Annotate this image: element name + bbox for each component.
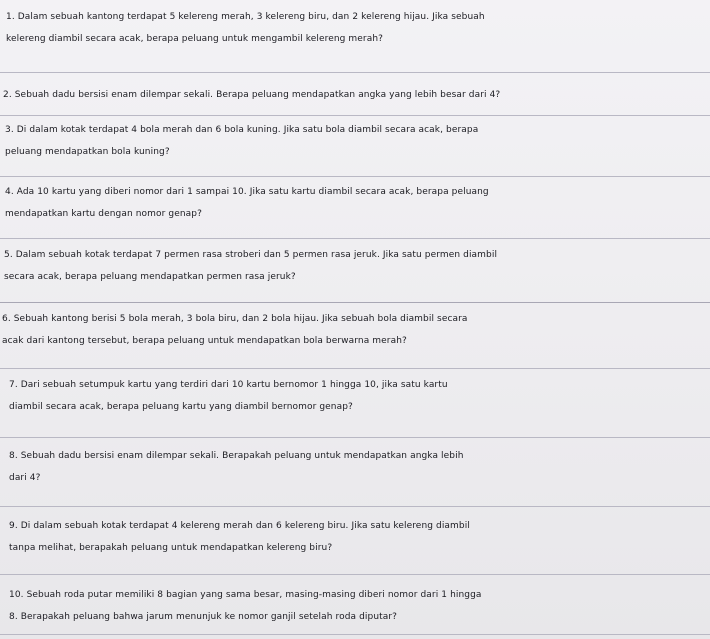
question-9-line-2: tanpa melihat, berapakah peluang untuk mendapatkan kelereng biru? [9,543,333,553]
question-3 [0,119,710,163]
divider-5 [0,302,710,303]
question-5 [0,244,710,288]
question-4-line-2: mendapatkan kartu dengan nomor genap? [5,209,202,219]
question-6-line-2: acak dari kantong tersebut, berapa peluang untuk mendapatkan bola berwarna merah? [2,336,407,346]
divider-8 [0,506,710,507]
question-7-line-1: 7. Dari sebuah setumpuk kartu yang terdiri dari 10 kartu bernomor 1 hingga 10, jika satu kartu [9,380,448,390]
divider-10 [0,634,710,635]
question-8 [0,445,710,489]
question-4 [0,181,710,225]
question-9 [0,515,710,559]
question-1 [0,6,710,50]
question-2-line-1: 2. Sebuah dadu bersisi enam dilempar sekali. Berapa peluang mendapatkan angka yang lebih besar dari 4? [3,90,501,100]
question-4-line-1: 4. Ada 10 kartu yang diberi nomor dari 1 sampai 10. Jika satu kartu diambil secara acak, berapa peluang [5,187,489,197]
divider-2 [0,115,710,116]
divider-4 [0,238,710,239]
question-6-line-1: 6. Sebuah kantong berisi 5 bola merah, 3 bola biru, dan 2 bola hijau. Jika sebuah bola diambil secara [2,314,468,324]
question-1-line-2: kelereng diambil secara acak, berapa peluang untuk mengambil kelereng merah? [6,34,384,44]
question-5-line-1: 5. Dalam sebuah kotak terdapat 7 permen rasa stroberi dan 5 permen rasa jeruk. Jika satu permen diambil [4,250,498,260]
divider-1 [0,72,710,73]
question-1-line-1: 1. Dalam sebuah kantong terdapat 5 kelereng merah, 3 kelereng biru, dan 2 kelereng hijau. Jika sebuah [6,12,485,22]
divider-6 [0,368,710,369]
question-7-line-2: diambil secara acak, berapa peluang kartu yang diambil bernomor genap? [9,402,353,412]
question-10 [0,584,710,628]
question-7 [0,374,710,418]
question-6 [0,308,710,352]
question-3-line-2: peluang mendapatkan bola kuning? [5,147,170,157]
question-10-line-2: 8. Berapakah peluang bahwa jarum menunjuk ke nomor ganjil setelah roda diputar? [9,612,398,622]
question-9-line-1: 9. Di dalam sebuah kotak terdapat 4 kelereng merah dan 6 kelereng biru. Jika satu kelereng diambil [9,521,470,531]
divider-9 [0,574,710,575]
divider-7 [0,437,710,438]
question-5-line-2: secara acak, berapa peluang mendapatkan permen rasa jeruk? [4,272,296,282]
question-8-line-2: dari 4? [9,473,41,483]
question-2 [0,84,710,106]
question-10-line-1: 10. Sebuah roda putar memiliki 8 bagian yang sama besar, masing-masing diberi nomor dari 1 hingga [9,590,482,600]
divider-3 [0,176,710,177]
question-8-line-1: 8. Sebuah dadu bersisi enam dilempar sekali. Berapakah peluang untuk mendapatkan angka lebih [9,451,464,461]
question-3-line-1: 3. Di dalam kotak terdapat 4 bola merah dan 6 bola kuning. Jika satu bola diambil secara acak, berapa [5,125,479,135]
